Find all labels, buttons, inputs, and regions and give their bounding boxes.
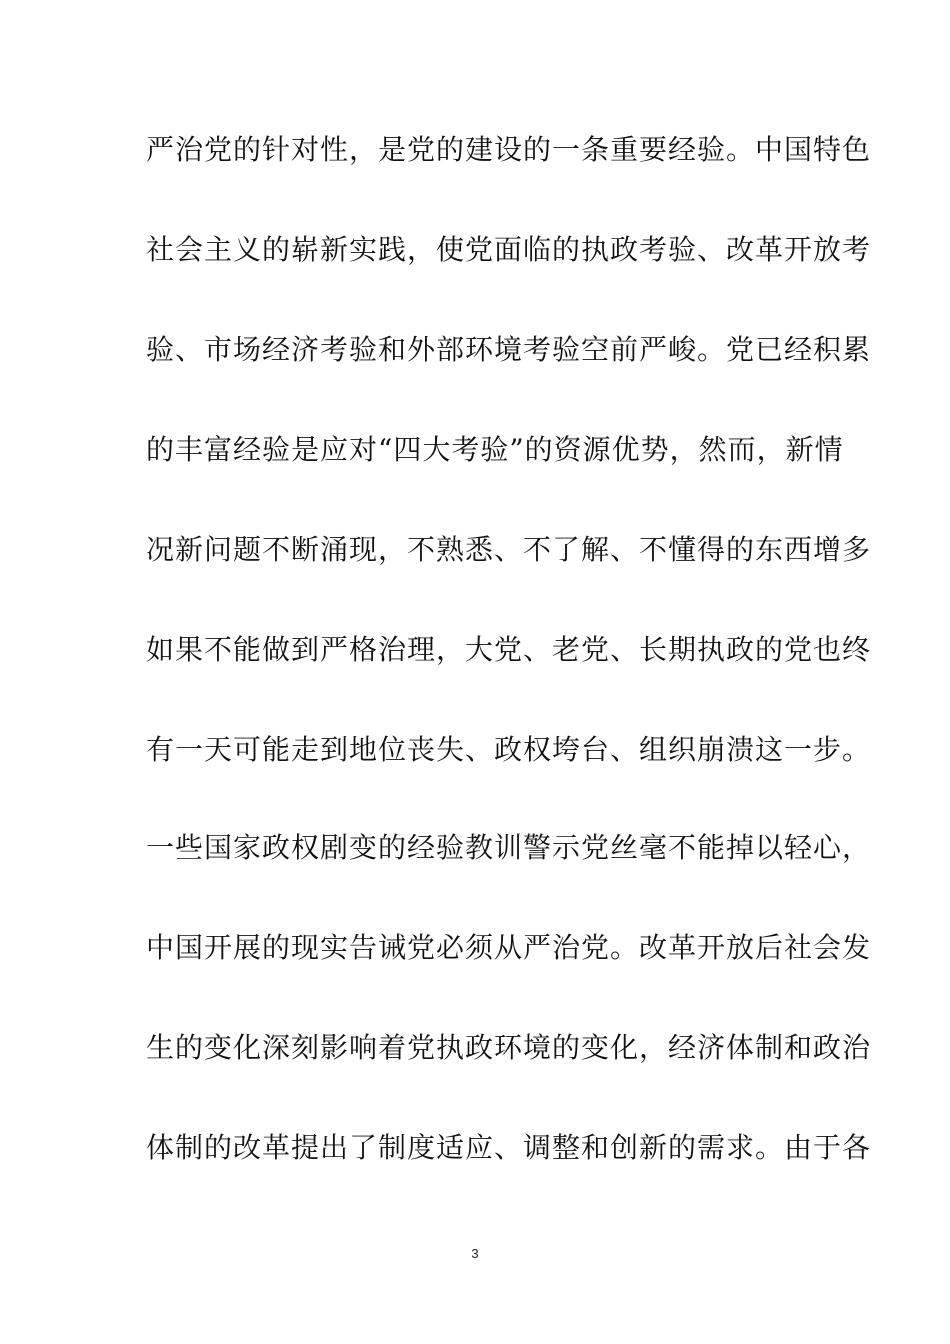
text-line: 况新问题不断涌现，不熟悉、不了解、不懂得的东西增多 xyxy=(146,533,872,566)
text-line: 生的变化深刻影响着党执政环境的变化，经济体制和政治 xyxy=(146,1031,872,1064)
page-number: 3 xyxy=(471,1246,479,1261)
text-line: 一些国家政权剧变的经验教训警示党丝毫不能掉以轻心， xyxy=(146,831,872,864)
text-line: 的丰富经验是应对“四大考验”的资源优势，然而，新情 xyxy=(146,433,844,466)
text-line: 体制的改革提出了制度适应、调整和创新的需求。由于各 xyxy=(146,1131,872,1164)
text-line: 严治党的针对性，是党的建设的一条重要经验。中国特色 xyxy=(146,133,872,166)
text-line: 验、市场经济考验和外部环境考验空前严峻。党已经积累 xyxy=(146,333,872,366)
text-line: 有一天可能走到地位丧失、政权垮台、组织崩溃这一步。 xyxy=(146,733,872,766)
text-line: 中国开展的现实告诫党必须从严治党。改革开放后社会发 xyxy=(146,931,872,964)
text-line: 社会主义的崭新实践，使党面临的执政考验、改革开放考 xyxy=(146,233,872,266)
text-line: 如果不能做到严格治理，大党、老党、长期执政的党也终 xyxy=(146,633,872,666)
